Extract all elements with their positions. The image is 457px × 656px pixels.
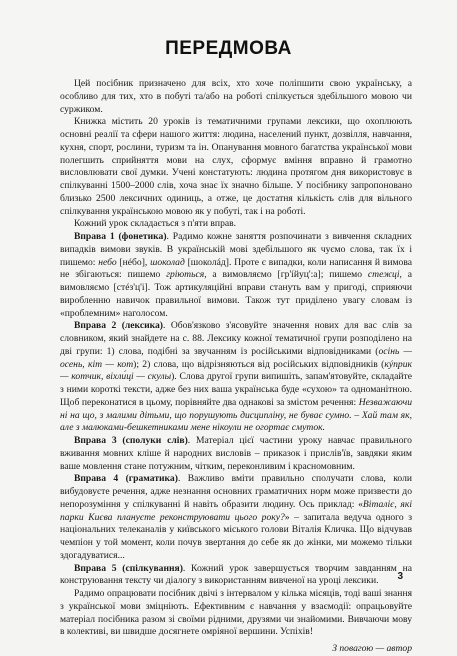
paragraph-exercise-3: Вправа 3 (сполуки слів). Матеріал цієї частини уроку навчає правильного вживання мовних кліше й народних висловів – приказок і прислів'їв, завдяки яким ваше мовлення стане потужним, чітким, переконливим і красномовним. [60, 435, 412, 472]
paragraph-contents: Книжка містить 20 уроків із тематичними групами лексики, що охоплюють основні реалії та сфери нашого життя: людина, населений пункт, дозвілля, навчання, кухня, спорт, рослини, туризм та ін. Опанування мовного багатства української мови полегшить сприйняття мови на слух, сформує вміння вправно й грамотно висловлювати свої думки. Учені констатують: людина протягом дня використовує в спілкуванні 1500–2000 слів, хоча знає їх значно більше. У посібнику запропоновано близько 2500 лексичних одиниць, а отже, це достатня кількість слів для вільного спілкування українською мовою як у побуті, так і на роботі. [60, 116, 412, 217]
paragraph-exercise-1: Вправа 1 (фонетика). Радимо кожне заняття розпочинати з вивчення складних випадків вимови звуків. В українській мові здебільшого як чуємо слова, так їх і пишемо: небо [нéбо], шоколад [шоколáд]. Проте є випадки, коли написання й вимова не збігаються: пишемо гріються, а вимовляємо [гр'íйуц':а]; пишемо стежці, а вимовляємо [стéз'ц'і]. Тож артикуляційні вправи стануть вам у пригоді, сприяючи виробленню навичок правильної вимови. Також тут приділено увагу словам із «проблемним» наголосом. [60, 231, 413, 319]
paragraph-conclusion: Радимо опрацювати посібник двічі з інтервалом у кілька місяців, тоді ваші знання з української мови зміцніють. Ефективним є навчання у взаємодії: опрацьовуйте матеріал посібника разом зі своїми рідними, друзями чи знайомими. Вивчаючи мову в колективі, ви швидше досягнете омріяної вершини. Успіхів! [60, 588, 412, 638]
paragraph-exercise-5: Вправа 5 (спілкування). Кожний урок завершується творчим завданням на конструювання тексту чи діалогу з використанням вивченої на уроці лексики. [60, 562, 412, 587]
exercise-3-label: Вправа 3 (сполуки слів) [74, 435, 188, 446]
exercise-4-label: Вправа 4 (граматика) [74, 473, 178, 485]
paragraph-intro: Цей посібник призначено для всіх, хто хоче поліпшити свою українську, а особливо для тих, хто в побуті та/або на роботі спілкується здебільшого мовою чи суржиком. [60, 78, 412, 115]
paragraph-exercise-2: Вправа 2 (лексика). Обов'язково з'ясовуйте значення нових для вас слів за словником, який знайдете на с. 88. Лексику кожної тематичної групи розподілено на дві групи: 1) слова, подібні за звучанням із російськими відповідниками (осінь — осень, кіт — кот); 2) слова, що відрізняються від російських відповідників (кýприк — котчик, віхли́ці — скулы). Слова другої групи випишіть, запам'ятовуйте, складайте з ними короткі тексти, адже без них ваша українська буде «сухою» та одноманітною. Щоб переконатися в цьому, порівняйте два однакові за змістом речення: Незважаючи ні на що, з малими дітьми, що порушують дисципліну, не буває сумно. – Хай там як, але з малюками-бешкетниками мене нікоули не огортає смуток. [60, 320, 412, 434]
signature: З повагою — автор [332, 643, 412, 654]
exercise-1-label: Вправа 1 (фонетика) [74, 231, 167, 242]
paragraph-exercise-4: Вправа 4 (граматика). Важливо вміти правильно сполучати слова, коли вибудовуєте речення, адже незнання основних граматичних норм може призвести до непорозуміння у спілкуванні й навіть образити людину. Ось приклад: «Віталіє, які парки Києва плануєте реконструювати цього року?» – запитала ведуча одного з національних телеканалів у київського міського голови Віталія Кличка. Що відчував чемпіон у той момент, коли почув звертання до себе як до жінки, ми можемо тільки здогадуватися... [60, 473, 412, 561]
preface-body [60, 78, 412, 656]
exercise-2-label: Вправа 2 (лексика) [74, 320, 163, 332]
page-title: ПЕРЕДМОВА [165, 38, 292, 59]
exercise-5-label: Вправа 5 (спілкування) [74, 562, 183, 574]
paragraph-structure: Кожний урок складається з п'яти вправ. [74, 218, 237, 230]
page-number: 3 [397, 571, 403, 582]
